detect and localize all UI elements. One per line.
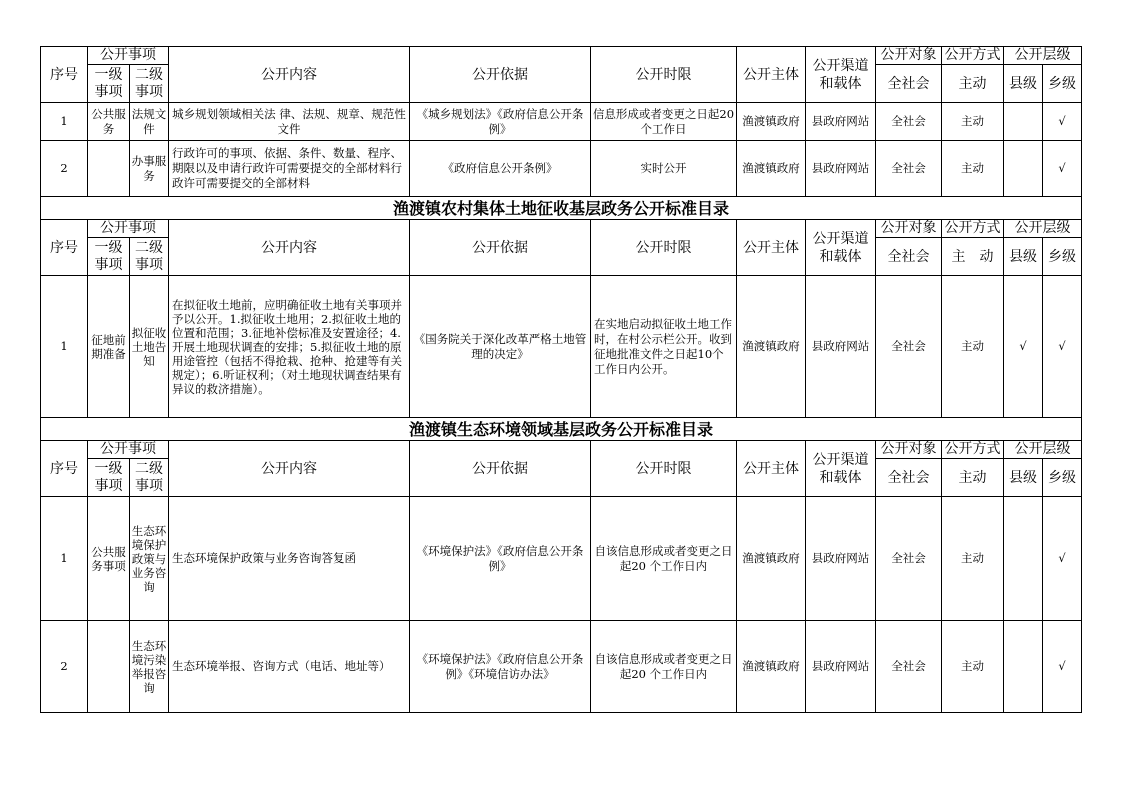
header-basis: 公开依据 <box>410 220 591 276</box>
header-subject: 公开主体 <box>737 441 806 497</box>
seq-cell: 1 <box>41 497 88 621</box>
header-basis: 公开依据 <box>410 47 591 103</box>
level2-cell: 办事服务 <box>130 141 169 197</box>
target-cell: 全社会 <box>876 621 942 713</box>
section-title: 渔渡镇农村集体土地征收基层政务公开标准目录 <box>41 197 1082 220</box>
header-matter: 公开事项 <box>88 220 169 238</box>
level1-cell: 公共服务 <box>88 103 130 141</box>
header-level2: 二级事项 <box>130 238 169 276</box>
header-channel: 公开渠道和载体 <box>806 220 876 276</box>
channel-cell: 县政府网站 <box>806 497 876 621</box>
content-cell: 生态环境保护政策与业务咨询答复函 <box>169 497 410 621</box>
level2-cell: 拟征收土地告知 <box>130 276 169 418</box>
header-seq: 序号 <box>41 441 88 497</box>
county-cell <box>1004 621 1043 713</box>
channel-cell: 县政府网站 <box>806 141 876 197</box>
table-row <box>41 103 1082 141</box>
catalog-sheet <box>40 46 1081 713</box>
seq-cell: 2 <box>41 621 88 713</box>
channel-cell: 县政府网站 <box>806 621 876 713</box>
header-tier: 公开层级 <box>1004 47 1082 65</box>
township-cell: √ <box>1043 141 1082 197</box>
header-level2: 二级事项 <box>130 65 169 103</box>
township-cell: √ <box>1043 103 1082 141</box>
header-all-society: 全社会 <box>876 65 942 103</box>
subject-cell: 渔渡镇政府 <box>737 497 806 621</box>
method-cell: 主动 <box>942 497 1004 621</box>
target-cell: 全社会 <box>876 103 942 141</box>
county-cell <box>1004 497 1043 621</box>
time-cell: 自该信息形成或者变更之日起20 个工作日内 <box>591 497 737 621</box>
header-content: 公开内容 <box>169 47 410 103</box>
subject-cell: 渔渡镇政府 <box>737 621 806 713</box>
content-cell: 行政许可的事项、依据、条件、数量、程序、期限以及申请行政许可需要提交的全部材料行政许可需要提交的全部材料 <box>169 141 410 197</box>
header-row <box>41 47 1082 65</box>
channel-cell: 县政府网站 <box>806 276 876 418</box>
header-level1: 一级事项 <box>88 238 130 276</box>
target-cell: 全社会 <box>876 276 942 418</box>
table-row <box>41 141 1082 197</box>
header-township: 乡级 <box>1043 459 1082 497</box>
method-cell: 主动 <box>942 276 1004 418</box>
header-channel: 公开渠道和载体 <box>806 441 876 497</box>
table-row <box>41 621 1082 713</box>
header-county: 县级 <box>1004 65 1043 103</box>
header-matter: 公开事项 <box>88 47 169 65</box>
county-cell <box>1004 141 1043 197</box>
header-subject: 公开主体 <box>737 220 806 276</box>
time-cell: 在实地启动拟征收土地工作时，在村公示栏公开。收到征地批准文件之日起10个工作日内公开。 <box>591 276 737 418</box>
township-cell: √ <box>1043 497 1082 621</box>
method-cell: 主动 <box>942 141 1004 197</box>
header-seq: 序号 <box>41 47 88 103</box>
content-cell: 在拟征收土地前，应明确征收土地有关事项并予以公开。1.拟征收土地用；2.拟征收土地的位置和范围；3.征地补偿标准及安置途径；4.开展土地现状调查的安排；5.拟征收土地的原用途管控（包括不得抢栽、抢种、抢建等有关规定）；6.听证权利；（对土地现状调查结果有异议的救济措施）。 <box>169 276 410 418</box>
section-title: 渔渡镇生态环境领域基层政务公开标准目录 <box>41 418 1082 441</box>
header-tier: 公开层级 <box>1004 441 1082 459</box>
level1-cell: 征地前期准备 <box>88 276 130 418</box>
header-active: 主 动 <box>942 238 1004 276</box>
level1-cell <box>88 621 130 713</box>
level1-cell <box>88 141 130 197</box>
header-row <box>41 441 1082 459</box>
header-county: 县级 <box>1004 459 1043 497</box>
header-target: 公开对象 <box>876 220 942 238</box>
subject-cell: 渔渡镇政府 <box>737 103 806 141</box>
header-seq: 序号 <box>41 220 88 276</box>
header-matter: 公开事项 <box>88 441 169 459</box>
seq-cell: 1 <box>41 103 88 141</box>
header-basis: 公开依据 <box>410 441 591 497</box>
header-method: 公开方式 <box>942 441 1004 459</box>
header-level1: 一级事项 <box>88 65 130 103</box>
time-cell: 实时公开 <box>591 141 737 197</box>
channel-cell: 县政府网站 <box>806 103 876 141</box>
header-content: 公开内容 <box>169 220 410 276</box>
target-cell: 全社会 <box>876 497 942 621</box>
basis-cell: 《城乡规划法》《政府信息公开条例》 <box>410 103 591 141</box>
content-cell: 城乡规划领域相关法 律、法规、规章、规范性文件 <box>169 103 410 141</box>
header-method: 公开方式 <box>942 220 1004 238</box>
header-target: 公开对象 <box>876 47 942 65</box>
basis-cell: 《环境保护法》《政府信息公开条例》 <box>410 497 591 621</box>
header-township: 乡级 <box>1043 65 1082 103</box>
header-time: 公开时限 <box>591 220 737 276</box>
county-cell: √ <box>1004 276 1043 418</box>
basis-cell: 《环境保护法》《政府信息公开条例》《环境信访办法》 <box>410 621 591 713</box>
content-cell: 生态环境举报、咨询方式（电话、地址等） <box>169 621 410 713</box>
section-title-row <box>41 418 1082 441</box>
table-row <box>41 276 1082 418</box>
basis-cell: 《政府信息公开条例》 <box>410 141 591 197</box>
header-level1: 一级事项 <box>88 459 130 497</box>
seq-cell: 1 <box>41 276 88 418</box>
time-cell: 信息形成或者变更之日起20个工作日 <box>591 103 737 141</box>
header-subject: 公开主体 <box>737 47 806 103</box>
method-cell: 主动 <box>942 621 1004 713</box>
header-township: 乡级 <box>1043 238 1082 276</box>
township-cell: √ <box>1043 276 1082 418</box>
target-cell: 全社会 <box>876 141 942 197</box>
header-county: 县级 <box>1004 238 1043 276</box>
township-cell: √ <box>1043 621 1082 713</box>
subject-cell: 渔渡镇政府 <box>737 141 806 197</box>
header-row <box>41 220 1082 238</box>
level1-cell: 公共服务事项 <box>88 497 130 621</box>
level2-cell: 法规文件 <box>130 103 169 141</box>
county-cell <box>1004 103 1043 141</box>
header-level2: 二级事项 <box>130 459 169 497</box>
header-content: 公开内容 <box>169 441 410 497</box>
header-tier: 公开层级 <box>1004 220 1082 238</box>
method-cell: 主动 <box>942 103 1004 141</box>
header-all-society: 全社会 <box>876 459 942 497</box>
catalog-table <box>40 46 1082 713</box>
seq-cell: 2 <box>41 141 88 197</box>
header-time: 公开时限 <box>591 47 737 103</box>
time-cell: 自该信息形成或者变更之日起20 个工作日内 <box>591 621 737 713</box>
header-active: 主动 <box>942 65 1004 103</box>
header-time: 公开时限 <box>591 441 737 497</box>
level2-cell: 生态环境保护政策与业务咨询 <box>130 497 169 621</box>
level2-cell: 生态环境污染举报咨询 <box>130 621 169 713</box>
header-channel: 公开渠道和载体 <box>806 47 876 103</box>
header-all-society: 全社会 <box>876 238 942 276</box>
header-active: 主动 <box>942 459 1004 497</box>
header-method: 公开方式 <box>942 47 1004 65</box>
basis-cell: 《国务院关于深化改革严格土地管理的决定》 <box>410 276 591 418</box>
header-target: 公开对象 <box>876 441 942 459</box>
table-row <box>41 497 1082 621</box>
subject-cell: 渔渡镇政府 <box>737 276 806 418</box>
section-title-row <box>41 197 1082 220</box>
